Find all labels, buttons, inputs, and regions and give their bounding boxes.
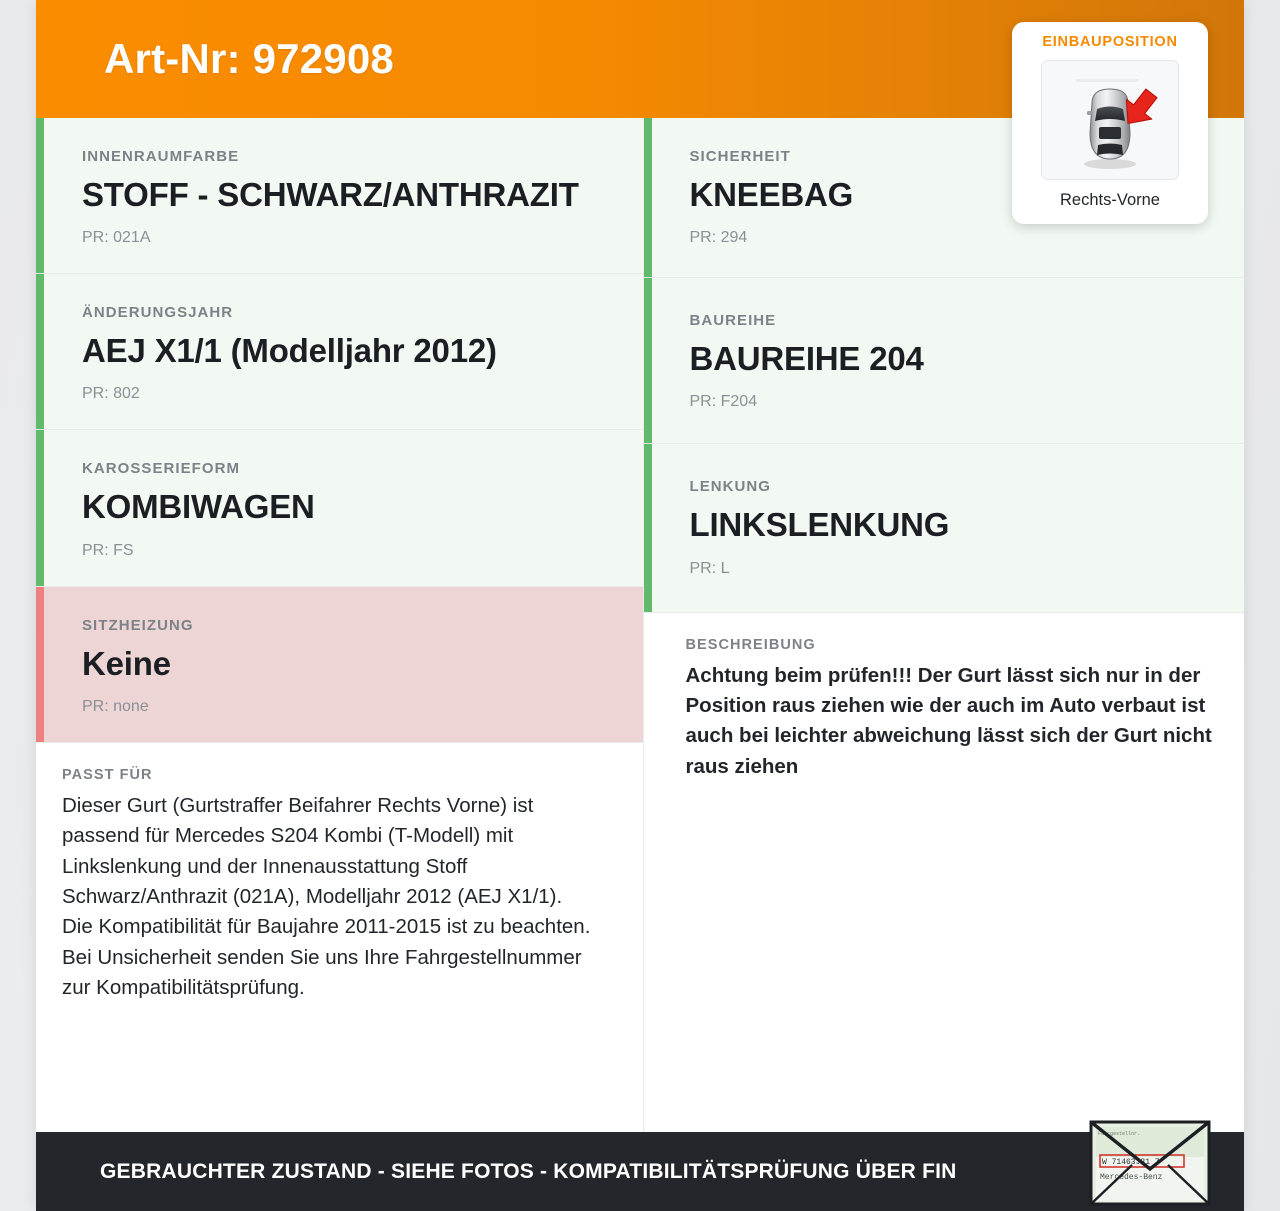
- badge-brand: Mercedes-Benz: [1100, 1173, 1163, 1182]
- passt-fuer-text: Dieser Gurt (Gurtstraffer Beifahrer Rechts Vorne) ist passend für Mercedes S204 Kombi (T-Modell) mit Linkslenkung und der Innenausstattung Stoff Schwarz/Anthrazit (021A), Modelljahr 2012 (AEJ X1/1). Die Kompatibilität für Baujahre 2011-2015 ist zu beachten. Bei Unsicherheit senden Sie uns Ihre Fahrgestellnummer zur Kompatibilitätsprüfung.: [62, 793, 591, 999]
- spec-label: SITZHEIZUNG: [82, 616, 194, 634]
- spec-pr-code: PR: 294: [689, 229, 748, 247]
- right-column: [644, 118, 1245, 1132]
- badge-field-label: Fahrgestellnr.: [1098, 1131, 1141, 1137]
- spec-value: LINKSLENKUNG: [689, 506, 950, 544]
- spec-label: KAROSSERIEFORM: [82, 460, 241, 478]
- spec-pr-code: PR: L: [689, 559, 730, 577]
- spec-label: INNENRAUMFARBE: [82, 148, 240, 165]
- spec-pr-code: PR: F204: [689, 393, 758, 411]
- spec-value: STOFF - SCHWARZ/ANTHRAZIT: [82, 176, 579, 213]
- left-column: [36, 118, 644, 1132]
- einbauposition-title: EINBAUPOSITION: [1042, 34, 1178, 50]
- passt-fuer-label: PASST FÜR: [62, 766, 153, 783]
- spec-value: KNEEBAG: [689, 176, 854, 213]
- car-position-image: [1041, 60, 1179, 180]
- envelope-with-vehicle-registration-icon: [1088, 1119, 1212, 1207]
- spec-value: Keine: [82, 644, 171, 682]
- footer-bar: [36, 1132, 1244, 1211]
- spec-value: AEJ X1/1 (Modelljahr 2012): [82, 332, 497, 370]
- spec-row-karosserieform: [36, 430, 643, 586]
- footer-notice: GEBRAUCHTER ZUSTAND - SIEHE FOTOS - KOMPATIBILITÄTSPRÜFUNG ÜBER FIN: [100, 1159, 957, 1183]
- spec-label: LENKUNG: [689, 478, 772, 496]
- spec-row-aenderungsjahr: [36, 274, 643, 430]
- page-title: Art-Nr: 972908: [104, 35, 394, 82]
- spec-value: BAUREIHE 204: [689, 340, 924, 378]
- spec-row-innenraumfarbe: [36, 118, 643, 274]
- spec-label: SICHERHEIT: [689, 148, 791, 165]
- beschreibung-block: [644, 613, 1245, 1132]
- spec-label: ÄNDERUNGSJAHR: [82, 304, 234, 322]
- beschreibung-text: Achtung beim prüfen!!! Der Gurt lässt sich nur in der Position raus ziehen wie der auch im Auto verbaut ist auch bei leichter abweichung lässt sich der Gurt nicht raus ziehen: [685, 663, 1212, 778]
- spec-row-lenkung: [644, 444, 1245, 612]
- badge-vin: W 71463J31 7: [1102, 1158, 1160, 1167]
- spec-label: BAUREIHE: [689, 312, 777, 330]
- spec-pr-code: PR: none: [82, 697, 149, 715]
- spec-pr-code: PR: 021A: [82, 229, 151, 247]
- passt-fuer-block: [36, 743, 643, 1132]
- fin-envelope-badge: [1088, 1119, 1212, 1207]
- beschreibung-label: BESCHREIBUNG: [685, 636, 816, 653]
- product-info-sheet: [36, 0, 1244, 1211]
- car-top-view-with-arrow-icon: [1042, 61, 1178, 179]
- spec-body: [36, 118, 1244, 1132]
- einbauposition-caption: Rechts-Vorne: [1060, 191, 1160, 209]
- einbauposition-card: [1012, 22, 1208, 224]
- spec-pr-code: PR: FS: [82, 541, 134, 559]
- spec-pr-code: PR: 802: [82, 385, 140, 403]
- spec-row-sitzheizung: [36, 587, 643, 743]
- spec-value: KOMBIWAGEN: [82, 488, 315, 526]
- spec-row-baureihe: [644, 278, 1245, 444]
